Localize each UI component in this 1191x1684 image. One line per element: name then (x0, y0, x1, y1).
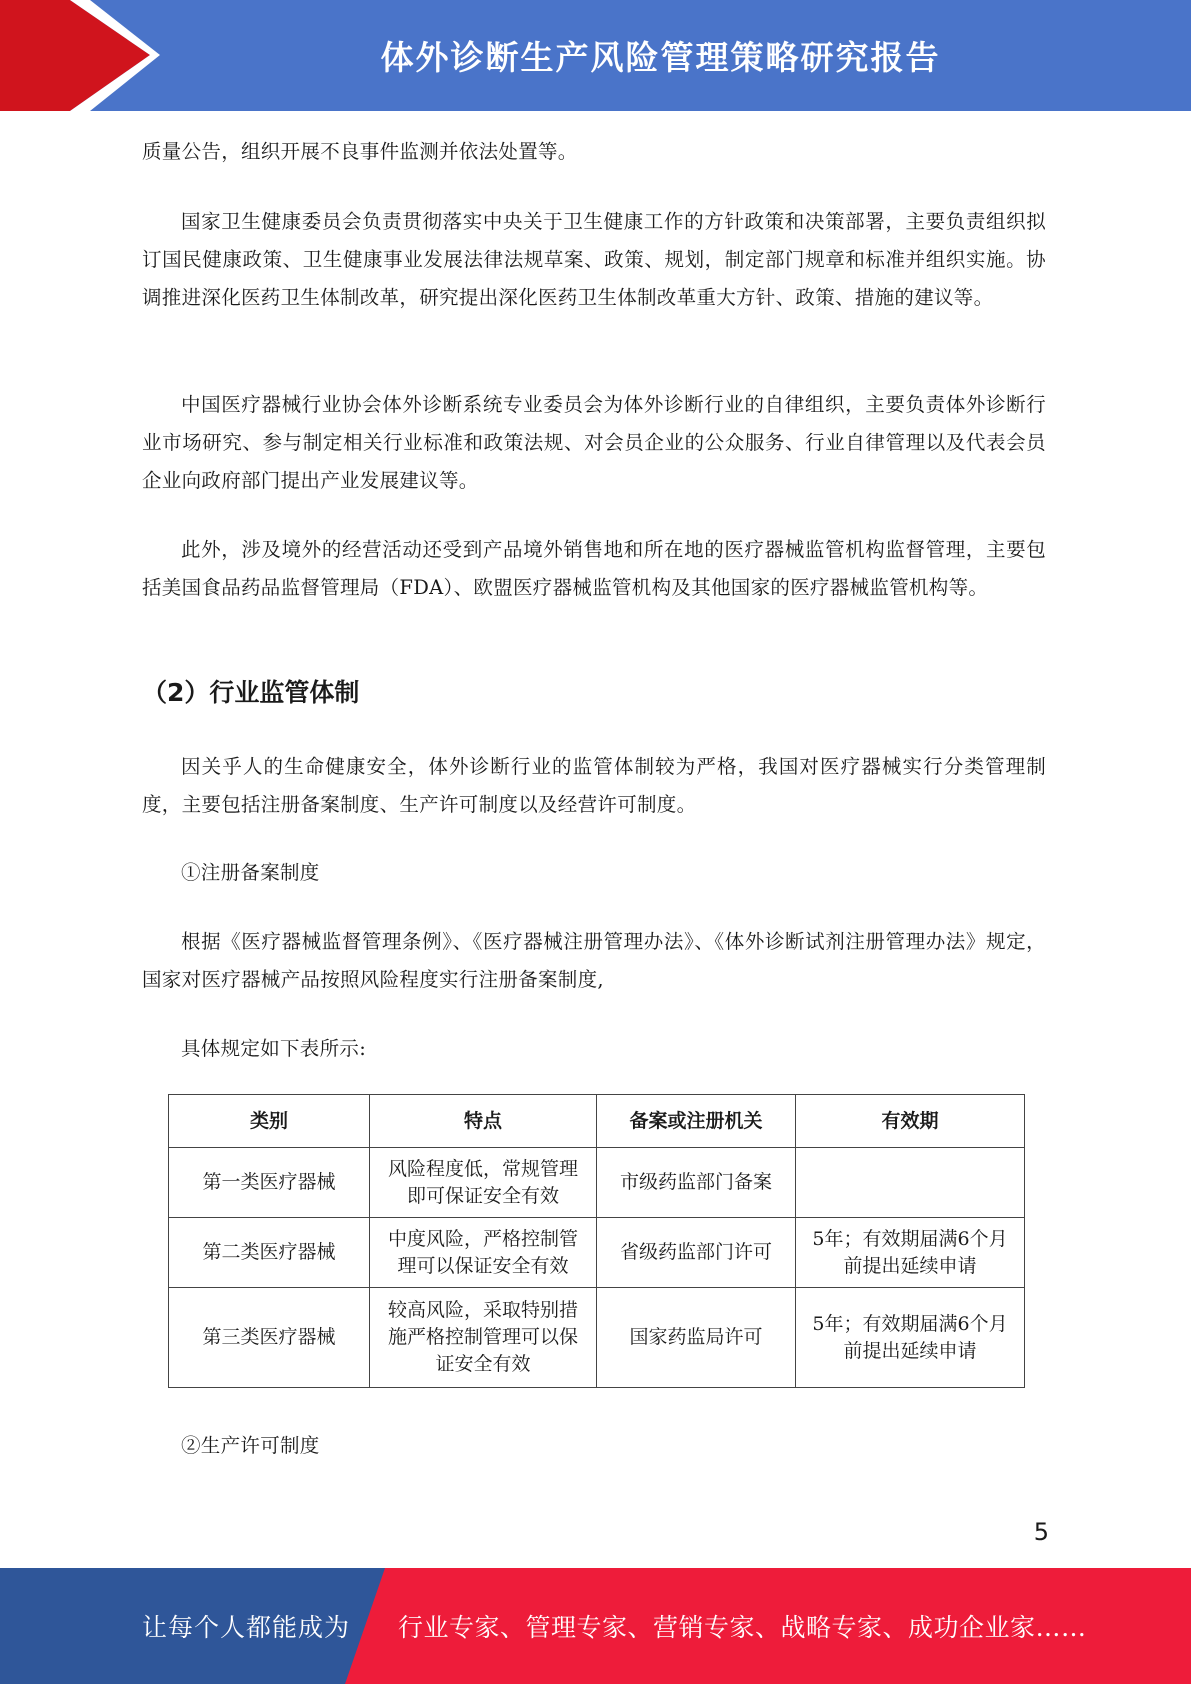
page-header (0, 0, 1191, 111)
paragraph: 质量公告，组织开展不良事件监测并依法处置等。 (142, 140, 578, 163)
page-number: 5 (1033, 1518, 1049, 1546)
table-header-row (169, 1095, 1025, 1148)
subheading: ①注册备案制度 (181, 861, 320, 884)
page-footer (0, 1568, 1191, 1684)
classification-table (168, 1094, 1025, 1388)
footer-slogan-right: 行业专家、管理专家、营销专家、战略专家、成功企业家…… (398, 1613, 1087, 1642)
table-cell: 5年；有效期届满6个月前提出延续申请 (796, 1218, 1025, 1288)
table-header-cell: 有效期 (796, 1095, 1025, 1148)
paragraph: 此外，涉及境外的经营活动还受到产品境外销售地和所在地的医疗器械监管机构监督管理，主要包括美国食品药品监督管理局（FDA）、欧盟医疗器械监管机构及其他国家的医疗器械监管机构等。 (142, 538, 1046, 599)
report-title: 体外诊断生产风险管理策略研究报告 (380, 38, 941, 77)
table-cell: 第三类医疗器械 (169, 1288, 370, 1388)
table-cell: 市级药监部门备案 (597, 1148, 796, 1218)
paragraph: 国家卫生健康委员会负责贯彻落实中央关于卫生健康工作的方针政策和决策部署，主要负责组织拟订国民健康政策、卫生健康事业发展法律法规草案、政策、规划，制定部门规章和标准并组织实施。协调推进深化医药卫生体制改革，研究提出深化医药卫生体制改革重大方针、政策、措施的建议等。 (142, 210, 1046, 309)
table-cell: 第一类医疗器械 (169, 1148, 370, 1218)
table-cell: 5年；有效期届满6个月前提出延续申请 (796, 1288, 1025, 1388)
table-header-cell: 备案或注册机关 (597, 1095, 796, 1148)
table-row (169, 1288, 1025, 1388)
table-cell: 较高风险，采取特别措施严格控制管理可以保证安全有效 (370, 1288, 597, 1388)
paragraph: 根据《医疗器械监督管理条例》、《医疗器械注册管理办法》、《体外诊断试剂注册管理办法》规定，国家对医疗器械产品按照风险程度实行注册备案制度, (142, 930, 1046, 991)
paragraph: 中国医疗器械行业协会体外诊断系统专业委员会为体外诊断行业的自律组织，主要负责体外诊断行业市场研究、参与制定相关行业标准和政策法规、对会员企业的公众服务、行业自律管理以及代表会员企业向政府部门提出产业发展建议等。 (142, 393, 1046, 492)
table-cell: 第二类医疗器械 (169, 1218, 370, 1288)
table-cell (796, 1148, 1025, 1218)
paragraph: 因关乎人的生命健康安全，体外诊断行业的监管体制较为严格，我国对医疗器械实行分类管理制度，主要包括注册备案制度、生产许可制度以及经营许可制度。 (142, 755, 1046, 816)
table-row (169, 1218, 1025, 1288)
table-header-cell: 类别 (169, 1095, 370, 1148)
table-cell: 省级药监部门许可 (597, 1218, 796, 1288)
section-heading: （2）行业监管体制 (142, 678, 360, 707)
subheading: ②生产许可制度 (181, 1434, 320, 1457)
table-cell: 风险程度低，常规管理即可保证安全有效 (370, 1148, 597, 1218)
table-cell: 中度风险，严格控制管理可以保证安全有效 (370, 1218, 597, 1288)
table-header-cell: 特点 (370, 1095, 597, 1148)
footer-slogan-left: 让每个人都能成为 (142, 1613, 351, 1642)
table-cell: 国家药监局许可 (597, 1288, 796, 1388)
paragraph: 具体规定如下表所示: (181, 1037, 367, 1060)
table-row (169, 1148, 1025, 1218)
